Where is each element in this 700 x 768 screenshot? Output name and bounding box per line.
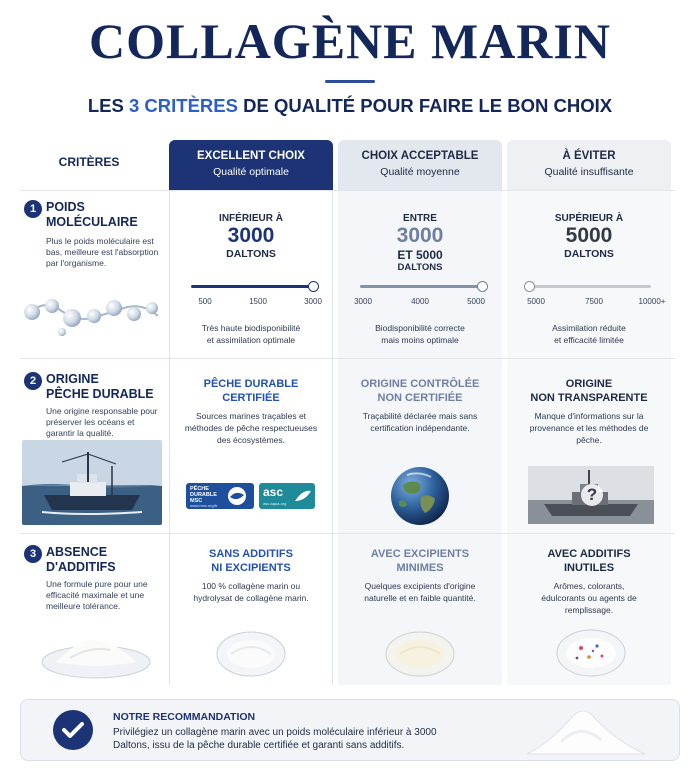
- option-title-line: ORIGINE CONTRÔLÉE: [360, 378, 480, 390]
- description-line: mais moins optimale: [381, 335, 459, 345]
- origin-acceptable: [338, 377, 502, 405]
- scale-tick: 3000: [354, 297, 372, 306]
- row-title: [46, 545, 116, 575]
- row-label-origin: [24, 372, 164, 438]
- additives-acceptable: [338, 547, 502, 575]
- powder-dish-image: [215, 630, 287, 678]
- threshold-value-second: ET 5000: [397, 248, 443, 262]
- origin-excellent: [169, 377, 333, 405]
- option-title-line: MINIMES: [396, 562, 444, 574]
- scale-tick: 5000: [467, 297, 485, 306]
- threshold-value: 3000: [396, 224, 444, 247]
- threshold-value: 3000: [227, 224, 275, 247]
- threshold-unit: DALTONS: [226, 248, 276, 260]
- scale-knob: [308, 281, 319, 292]
- row-label-additives: [24, 545, 164, 611]
- recommendation-box: [20, 699, 680, 761]
- row-title-line: PÊCHE DURABLE: [46, 387, 154, 401]
- recommendation-text: Privilégiez un collagène marin avec un poids moléculaire inférieur à 3000 Daltons, issu de la pêche durable certifiée et garanti sans additifs.: [113, 727, 437, 751]
- weight-scale-avoid: [507, 277, 671, 317]
- page-subtitle: [0, 95, 700, 117]
- threshold-unit: DALTONS: [397, 262, 443, 273]
- powder-dish-image: [40, 632, 152, 680]
- scale-track: [191, 285, 313, 288]
- scale-tick: 3000: [304, 297, 322, 306]
- msc-url: www.msc.org/fr: [190, 503, 218, 508]
- scale-tick: 10000+: [638, 297, 666, 306]
- question-boat-image: [528, 466, 654, 524]
- scale-tick: 1500: [249, 297, 267, 306]
- column-subtitle: Qualité moyenne: [380, 166, 460, 178]
- option-title: [169, 377, 333, 405]
- weight-acceptable: [338, 213, 502, 273]
- fish-check-icon: [224, 486, 250, 506]
- column-title: CHOIX ACCEPTABLE: [361, 150, 479, 162]
- column-subtitle: Qualité insuffisante: [544, 166, 634, 178]
- asc-label-text: asc: [263, 485, 284, 499]
- fishing-boat-image: [22, 440, 162, 525]
- additives-excellent: [169, 547, 333, 575]
- description-line: Biodisponibilité correcte: [375, 323, 465, 333]
- description-line: Assimilation réduite: [552, 323, 626, 333]
- row-divider: [20, 358, 675, 359]
- origin-avoid: [507, 377, 671, 405]
- subtitle-part2: DE QUALITÉ POUR FAIRE LE BON CHOIX: [237, 95, 613, 116]
- weight-avoid-description: [507, 322, 671, 346]
- powder-pile-image: [521, 702, 651, 758]
- threshold-unit: DALTONS: [564, 248, 614, 260]
- option-title-line: NI EXCIPIENTS: [211, 562, 291, 574]
- scale-tick: 7500: [585, 297, 603, 306]
- subtitle-accent: 3 CRITÈRES: [129, 95, 238, 116]
- option-title-line: SANS ADDITIFS: [209, 548, 293, 560]
- powder-dish-image: [384, 630, 456, 678]
- row-description: Plus le poids moléculaire est bas, meilleure est l'absorption par l'organisme.: [46, 236, 159, 268]
- option-title-line: AVEC EXCIPIENTS: [370, 548, 470, 560]
- option-title-line: NON CERTIFIÉE: [377, 392, 463, 404]
- row-number-badge: 2: [24, 372, 42, 390]
- msc-line: MSC: [190, 498, 203, 504]
- scale-track: [360, 285, 482, 288]
- row-title: [46, 372, 154, 402]
- question-mark-icon: ?: [581, 484, 603, 506]
- row-description: Une origine responsable pour préserver les océans et garantir la qualité.: [46, 406, 158, 438]
- option-title-line: INUTILES: [563, 562, 615, 574]
- molecule-chain-image: [22, 288, 162, 343]
- scale-knob: [477, 281, 488, 292]
- row-title: [46, 200, 138, 230]
- additives-avoid-description: Arômes, colorants, édulcorants ou agents de remplissage.: [541, 581, 637, 615]
- title-divider: [325, 80, 375, 83]
- asc-label-badge: [259, 483, 315, 509]
- row-description: Une formule pure pour une efficacité maximale et une meilleure tolérance.: [46, 579, 148, 611]
- weight-excellent-description: [169, 322, 333, 346]
- option-title-line: ORIGINE: [565, 378, 613, 390]
- option-title-line: AVEC ADDITIFS: [547, 548, 631, 560]
- asc-url: asc-aqua.org: [263, 501, 287, 506]
- additives-avoid: [507, 547, 671, 575]
- msc-line: PÊCHE: [190, 486, 209, 492]
- additives-acceptable-description: Quelques excipients d'origine naturelle et en faible quantité.: [364, 581, 476, 603]
- column-header-excellent: [169, 140, 333, 190]
- powder-dish-image: [555, 628, 627, 678]
- row-title-line: POIDS: [46, 200, 85, 214]
- column-header-avoid: [507, 140, 671, 190]
- weight-scale-excellent: [169, 277, 333, 317]
- option-title: [338, 547, 502, 575]
- weight-excellent: [169, 213, 333, 260]
- earth-globe-image: [389, 465, 451, 527]
- option-title: [338, 377, 502, 405]
- scale-tick: 500: [198, 297, 212, 306]
- threshold-label: ENTRE: [403, 213, 437, 224]
- additives-excellent-description: 100 % collagène marin ou hydrolysat de collagène marin.: [193, 581, 309, 603]
- msc-label-badge: [186, 483, 254, 509]
- column-title: À ÉVITER: [562, 150, 616, 162]
- column-title: EXCELLENT CHOIX: [197, 150, 305, 162]
- weight-avoid: [507, 213, 671, 260]
- fish-check-icon: [293, 487, 313, 505]
- description-line: et efficacité limitée: [554, 335, 624, 345]
- check-icon: [53, 710, 93, 750]
- subtitle-part1: LES: [87, 95, 129, 116]
- threshold-label: INFÉRIEUR À: [219, 213, 283, 224]
- msc-label-text: [190, 486, 217, 504]
- weight-scale-acceptable: [338, 277, 502, 317]
- row-number-badge: 3: [24, 545, 42, 563]
- option-title-line: NON TRANSPARENTE: [530, 392, 648, 404]
- row-divider: [20, 533, 675, 534]
- origin-acceptable-description: Traçabilité déclarée mais sans certification indépendante.: [362, 411, 478, 433]
- row-number-badge: 1: [24, 200, 42, 218]
- recommendation-title: NOTRE RECOMMANDATION: [113, 711, 256, 723]
- scale-knob: [524, 281, 535, 292]
- threshold-value: 5000: [565, 224, 613, 247]
- page-title: COLLAGÈNE MARIN: [89, 13, 611, 69]
- row-title-line: D'ADDITIFS: [46, 560, 116, 574]
- column-header-acceptable: [338, 140, 502, 190]
- threshold-label: SUPÉRIEUR À: [554, 213, 624, 224]
- column-subtitle: Qualité optimale: [213, 166, 289, 178]
- row-title-line: MOLÉCULAIRE: [46, 215, 138, 229]
- origin-excellent-description: Sources marines traçables et méthodes de pêche respectueuses des écosystèmes.: [184, 411, 318, 445]
- scale-tick: 5000: [527, 297, 545, 306]
- msc-line: DURABLE: [190, 492, 217, 498]
- origin-avoid-description: Manque d'informations sur la provenance et les méthodes de pêche.: [529, 411, 649, 445]
- row-divider: [20, 190, 675, 191]
- option-title-line: PÊCHE DURABLE: [203, 378, 299, 390]
- row-title-line: ABSENCE: [46, 545, 108, 559]
- option-title: [507, 547, 671, 575]
- option-title-line: CERTIFIÉE: [222, 392, 280, 404]
- option-title: [507, 377, 671, 405]
- criteria-column-header: CRITÈRES: [58, 155, 120, 169]
- option-title: [169, 547, 333, 575]
- description-line: et assimilation optimale: [206, 335, 296, 345]
- weight-acceptable-description: [338, 322, 502, 346]
- scale-track: [529, 285, 651, 288]
- description-line: Très haute biodisponibilité: [201, 323, 301, 333]
- row-title-line: ORIGINE: [46, 372, 99, 386]
- scale-tick: 4000: [411, 297, 429, 306]
